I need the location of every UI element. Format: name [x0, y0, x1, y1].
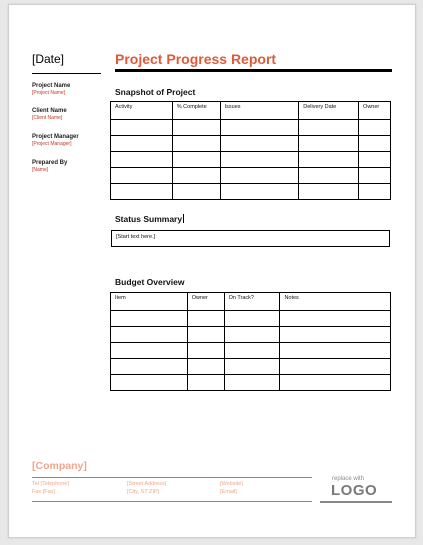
- status-summary-heading-text: Status Summary: [115, 214, 183, 224]
- footer-email[interactable]: [Email]: [220, 489, 237, 495]
- table-cell[interactable]: [359, 168, 391, 184]
- table-cell[interactable]: [111, 327, 188, 343]
- footer-city[interactable]: [City, ST ZIP]: [127, 489, 160, 495]
- text-cursor: [183, 214, 184, 223]
- table-cell[interactable]: [359, 184, 391, 200]
- page-title: Project Progress Report: [115, 51, 277, 67]
- table-cell[interactable]: [187, 343, 224, 359]
- table-row: [111, 375, 391, 391]
- table-cell[interactable]: [111, 136, 173, 152]
- status-summary-textbox[interactable]: [Start text here.]: [111, 230, 390, 247]
- table-row: [111, 168, 391, 184]
- table-cell[interactable]: [111, 343, 188, 359]
- table-cell[interactable]: [359, 136, 391, 152]
- column-header: % Complete: [172, 102, 220, 120]
- table-row: [111, 120, 391, 136]
- table-cell[interactable]: [299, 136, 359, 152]
- table-cell[interactable]: [280, 343, 391, 359]
- project-name-label: Project Name: [32, 83, 71, 89]
- table-cell[interactable]: [224, 359, 280, 375]
- table-cell[interactable]: [187, 375, 224, 391]
- table-cell[interactable]: [299, 168, 359, 184]
- client-name-field[interactable]: [Client Name]: [32, 115, 63, 121]
- budget-table: [110, 292, 391, 391]
- budget-heading: Budget Overview: [115, 277, 185, 287]
- project-name-field[interactable]: [Project Name]: [32, 90, 66, 96]
- table-cell[interactable]: [220, 184, 299, 200]
- table-cell[interactable]: [172, 152, 220, 168]
- budget-header-row: [111, 293, 391, 311]
- table-cell[interactable]: [280, 311, 391, 327]
- table-cell[interactable]: [172, 168, 220, 184]
- project-manager-field[interactable]: [Project Manager]: [32, 141, 72, 147]
- table-cell[interactable]: [224, 327, 280, 343]
- table-cell[interactable]: [187, 311, 224, 327]
- table-cell[interactable]: [172, 136, 220, 152]
- column-header: Activity: [111, 102, 173, 120]
- document-page: [8, 4, 416, 538]
- table-cell[interactable]: [299, 120, 359, 136]
- prepared-by-label: Prepared By: [32, 160, 68, 166]
- table-cell[interactable]: [224, 311, 280, 327]
- table-cell[interactable]: [187, 327, 224, 343]
- logo-placeholder-caption: replace with: [332, 476, 365, 482]
- table-cell[interactable]: [224, 343, 280, 359]
- column-header: Delivery Date: [299, 102, 359, 120]
- table-cell[interactable]: [359, 120, 391, 136]
- logo-placeholder[interactable]: LOGO: [331, 482, 378, 499]
- table-cell[interactable]: [111, 375, 188, 391]
- report-date[interactable]: [Date]: [32, 52, 65, 66]
- footer-divider: [32, 477, 312, 478]
- table-row: [111, 343, 391, 359]
- table-row: [111, 152, 391, 168]
- table-row: [111, 359, 391, 375]
- table-cell[interactable]: [111, 184, 173, 200]
- footer-website[interactable]: [Website]: [220, 481, 243, 487]
- table-cell[interactable]: [187, 359, 224, 375]
- table-cell[interactable]: [280, 375, 391, 391]
- table-cell[interactable]: [220, 152, 299, 168]
- logo-divider: [320, 501, 392, 503]
- snapshot-header-row: [111, 102, 391, 120]
- snapshot-table: [110, 101, 391, 200]
- project-manager-label: Project Manager: [32, 134, 79, 140]
- sidebar-divider: [32, 73, 101, 74]
- table-cell[interactable]: [111, 168, 173, 184]
- column-header: Owner: [359, 102, 391, 120]
- table-cell[interactable]: [224, 375, 280, 391]
- prepared-by-field[interactable]: [Name]: [32, 167, 49, 173]
- table-cell[interactable]: [299, 152, 359, 168]
- table-cell[interactable]: [220, 120, 299, 136]
- client-name-label: Client Name: [32, 108, 67, 114]
- column-header: On Track?: [224, 293, 280, 311]
- footer-street[interactable]: [Street Address]: [127, 481, 167, 487]
- column-header: Issues: [220, 102, 299, 120]
- table-row: [111, 311, 391, 327]
- company-name[interactable]: [Company]: [32, 460, 87, 472]
- column-header: Item: [111, 293, 188, 311]
- table-cell[interactable]: [111, 152, 173, 168]
- snapshot-heading: Snapshot of Project: [115, 87, 196, 97]
- footer-bottom-divider: [32, 501, 312, 502]
- status-summary-heading: [115, 214, 184, 224]
- title-divider: [115, 69, 392, 72]
- column-header: Notes: [280, 293, 391, 311]
- table-row: [111, 136, 391, 152]
- table-row: [111, 327, 391, 343]
- footer-fax[interactable]: Fax [Fax]: [32, 489, 55, 495]
- column-header: Owner: [187, 293, 224, 311]
- table-cell[interactable]: [111, 120, 173, 136]
- table-cell[interactable]: [172, 184, 220, 200]
- table-cell[interactable]: [299, 184, 359, 200]
- table-row: [111, 184, 391, 200]
- table-cell[interactable]: [359, 152, 391, 168]
- table-cell[interactable]: [220, 168, 299, 184]
- table-cell[interactable]: [172, 120, 220, 136]
- table-cell[interactable]: [280, 327, 391, 343]
- table-cell[interactable]: [111, 311, 188, 327]
- table-cell[interactable]: [111, 359, 188, 375]
- table-cell[interactable]: [280, 359, 391, 375]
- footer-tel[interactable]: Tel [Telephone]: [32, 481, 69, 487]
- table-cell[interactable]: [220, 136, 299, 152]
